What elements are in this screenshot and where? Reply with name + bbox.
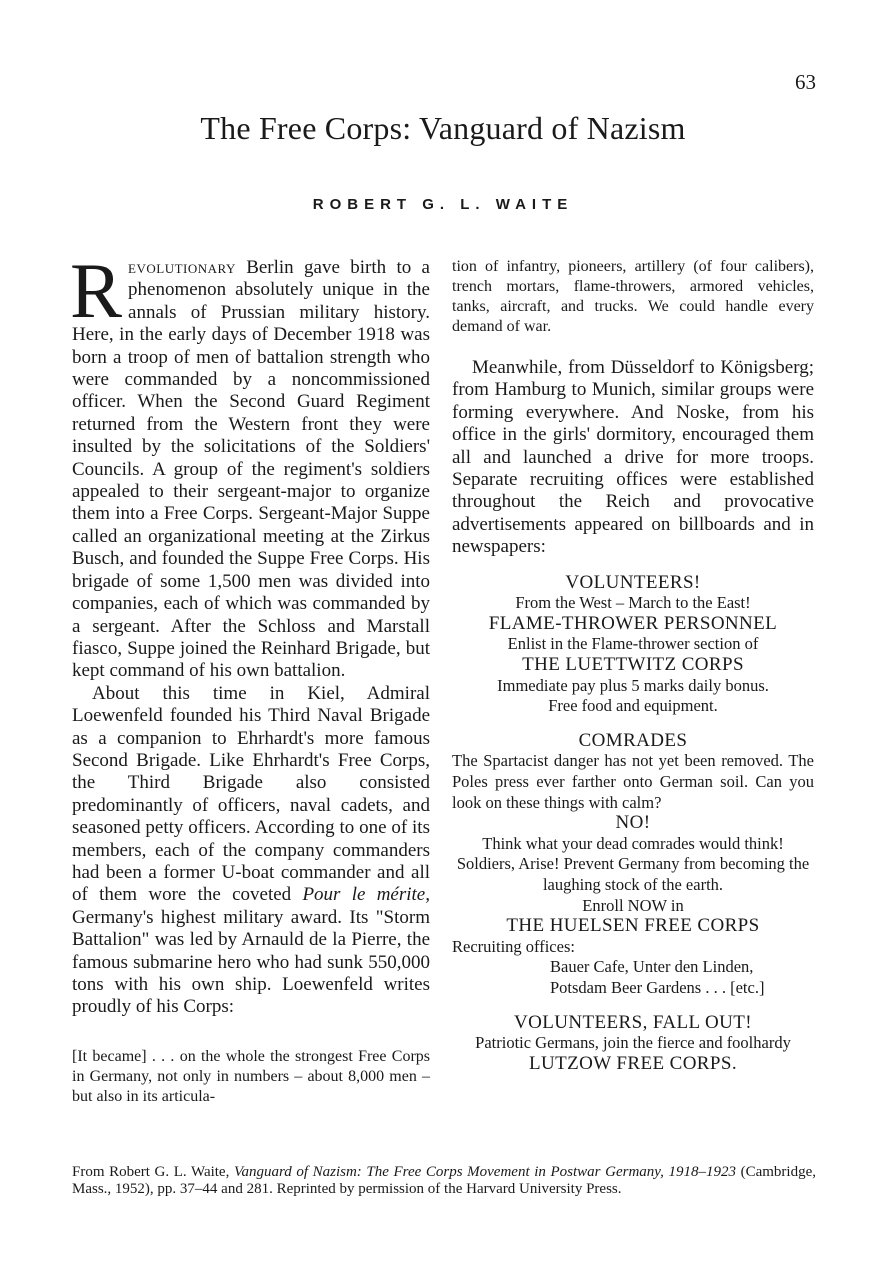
drop-cap: R xyxy=(70,247,123,334)
ad2-line: The Spartacist danger has not yet been removed. The Poles press ever farther onto German soil. Can you look on these things with calm? xyxy=(452,751,814,812)
ad1-line: Free food and equipment. xyxy=(548,696,718,716)
paragraph-2-text-a: About this time in Kiel, Admiral Loewenfeld founded his Third Naval Brigade as a companion to Ehrhardt's more famous Second Brigade. Like Ehrhardt's Free Corps, the Third Brigade also consisted predominantly of officers, naval cadets, and seasoned petty officers. According to one of its members, each of the company commanders had been a former U-boat commander and all of them wore the coveted xyxy=(72,682,430,906)
spacer xyxy=(452,717,814,731)
spacer xyxy=(452,999,814,1013)
ad2-line: Think what your dead comrades would think! xyxy=(482,833,784,853)
paragraph-2 xyxy=(72,683,430,1019)
paragraph-1-text: Berlin gave birth to a phenomenon absolutely unique in the annals of Prussian military history. Here, in the early days of December 1918 was born a troop of men of battalion strength who were commanded by a noncommissioned officer. When the Second Guard Regiment returned from the Western front they were insulted by the solicitations of the Soldiers' Councils. A group of the regiment's soldiers appealed to their sergeant-major to organize them into a Free Corps. Sergeant-Major Suppe called an organizational meeting at the Zirkus Busch, and founded the Suppe Free Corps. His brigade of some 1,500 men was divided into companies, each of which was commanded by a sergeant. After the Schloss and Marstall fiasco, Suppe joined the Reinhard Brigade, but kept command of his own battalion. xyxy=(72,257,430,682)
left-column xyxy=(70,247,430,1107)
paragraph-2-text-b: Germany's highest military award. Its "Storm Battalion" was led by Arnauld de la Pierre, the famous submarine hero who had sunk 550,000 tons with his own ship. Loewenfeld writes proudly of his Corps: xyxy=(72,906,430,1018)
spacer xyxy=(452,337,814,357)
ad3-heading: VOLUNTEERS, FALL OUT! xyxy=(514,1011,752,1033)
article-title: The Free Corps: Vanguard of Nazism xyxy=(200,110,686,146)
ad1-line: FLAME-THROWER PERSONNEL xyxy=(488,612,778,634)
author-byline: ROBERT G. L. WAITE xyxy=(312,196,574,213)
ad1-line: THE LUETTWITZ CORPS xyxy=(522,654,744,676)
right-column xyxy=(452,257,814,1074)
source-footnote xyxy=(72,1164,816,1197)
ad1-line: From the West – March to the East! xyxy=(515,593,751,613)
paragraph-2-italic: Pour le mérite, xyxy=(302,884,430,906)
page-number: 63 xyxy=(795,70,816,94)
opening-small-caps: evolutionary xyxy=(128,257,236,278)
ad1-line: Immediate pay plus 5 marks daily bonus. xyxy=(497,675,769,695)
block-quote-continued: tion of infantry, pioneers, artillery (of four calibers), trench mortars, flame-throwers, armored vehicles, tanks, aircraft, and trucks. We could handle every demand of war. xyxy=(452,258,814,335)
block-quote-start: [It became] . . . on the whole the strongest Free Corps in Germany, not only in numbers – about 8,000 men – but also in its articula- xyxy=(72,1047,430,1105)
ad1-line: Enlist in the Flame-thrower section of xyxy=(507,634,759,654)
ad2-line: THE HUELSEN FREE CORPS xyxy=(506,915,760,937)
advertisement-huelsen xyxy=(452,731,814,999)
spacer xyxy=(452,559,814,573)
ad2-line: NO! xyxy=(615,812,651,834)
paragraph-1 xyxy=(70,247,430,683)
ad2-line: Bauer Cafe, Unter den Linden, xyxy=(550,957,754,977)
ad2-line: Potsdam Beer Gardens . . . [etc.] xyxy=(550,977,765,997)
ad2-line: Enroll NOW in xyxy=(582,895,684,915)
footnote-text-b: (Cambridge, Mass., 1952), pp. 37–44 and 281. Reprinted by permission of the Harvard University Press. xyxy=(72,1164,816,1197)
footnote-text-a: From Robert G. L. Waite, xyxy=(72,1164,234,1180)
ad2-line: Recruiting offices: xyxy=(452,936,575,956)
ad2-heading: COMRADES xyxy=(578,729,688,751)
ad2-line: Soldiers, Arise! Prevent Germany from becoming the laughing stock of the earth. xyxy=(456,854,810,894)
ad3-line: Patriotic Germans, join the fierce and foolhardy xyxy=(475,1033,791,1053)
advertisement-luettwitz xyxy=(452,573,814,717)
ad3-line: LUTZOW FREE CORPS. xyxy=(529,1052,737,1074)
footnote-italic-title: Vanguard of Nazism: The Free Corps Movement in Postwar Germany, 1918–1923 xyxy=(233,1164,736,1180)
ad1-heading: VOLUNTEERS! xyxy=(565,571,701,593)
paragraph-3: Meanwhile, from Düsseldorf to Königsberg; from Hamburg to Munich, similar groups were forming everywhere. And Noske, from his office in the girls' dormitory, encouraged them all and launched a drive for more troops. Separate recruiting offices were established throughout the Reich and provocative advertisements appeared on billboards and in newspapers: xyxy=(452,357,814,558)
advertisement-lutzow xyxy=(452,1013,814,1075)
